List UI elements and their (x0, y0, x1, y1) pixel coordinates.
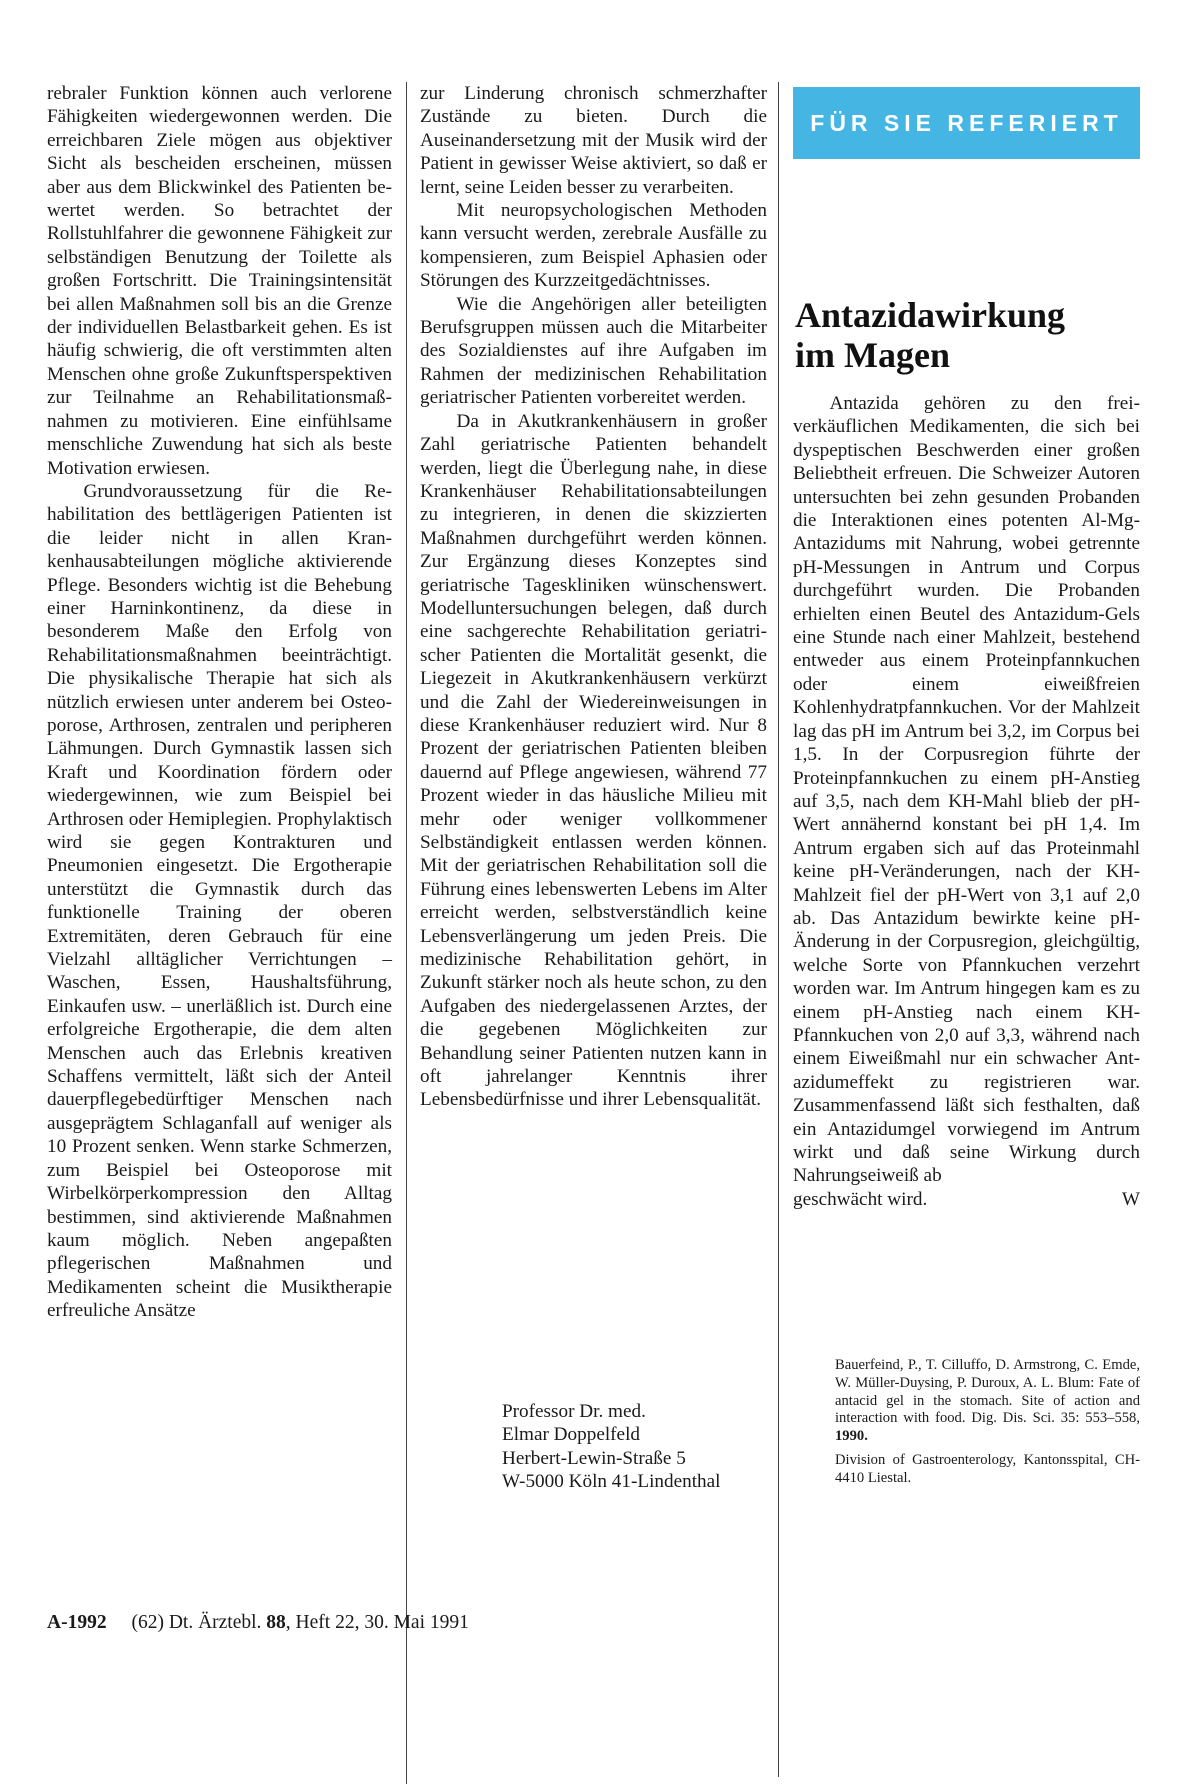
reference-text: Bauerfeind, P., T. Cilluffo, D. Armstrong, C. Emde, W. Müller-Duysing, P. Duroux, A. L. Blum: Fate of antacid gel in the stomach. Site of action and interaction with food. Dig. Dis. Sci. 35: 553–558, (835, 1357, 1140, 1427)
address-line: Elmar Doppelfeld (502, 1424, 640, 1446)
closing-line (793, 1188, 1140, 1211)
paragraph: zur Linderung chronisch schmerzhafter Zustände zu bieten. Durch die Auseinandersetzung mit der Musik wird der Patient in gewisser Weise aktiviert, so daß er lernt, seine Leiden besser zu verarbeiten. (420, 83, 767, 198)
author-address (502, 1400, 720, 1494)
closing-text: geschwächt wird. (793, 1188, 928, 1210)
address-line: Herbert-Lewin-Straße 5 (502, 1447, 686, 1469)
paragraph: Antazida gehören zu den freiverkäuflichen Medikamenten, die sich bei dyspeptischen Beschwerden einer großen Beliebtheit erfreuen. Die Schweizer Autoren untersuchten bei zehn gesunden Probanden die Interaktionen eines potenten Al-Mg-Antazidums mit Nahrung, wobei getrennte pH-Messungen in Antrum und Corpus durchgeführt wurden. Die Probanden erhielten einen Beutel des Antazidum-Gels eine Stunde nach einer Mahlzeit, bestehend entweder aus einem Proteinpfannkuchen oder einem eiweißfreien Kohlenhydratpfannkuchen. Vor der Mahlzeit lag das pH im Antrum bei 3,2, im Corpus bei 1,5. In der Corpusregion führte der Proteinpfannkuchen zu einem pH-Anstieg auf 3,5, nach dem KH-Mahl blieb der pH-Wert annähernd konstant bei pH 1,4. Im Antrum ergaben sich auf das Proteinmahl keine pH-Veränderungen, nach der KH-Mahlzeit fiel der pH-Wert von 3,1 auf 2,0 ab. Das Antazidum bewirkte keine pH-Änderung in der Corpusregion, gleichgültig, welche Sorte von Pfannkuchen verzehrt worden war. Im Antrum hingegen kam es zu einem pH-Anstieg nach einem KH-Pfannkuchen von 2,0 auf 3,3, während nach einem Eiweißmahl nur ein schwacher Antazidumeffekt zu registrieren war. Zusammenfassend läßt sich festhalten, daß ein Antazidumgel vorwiegend im Antrum wirkt und daß seine Wirkung durch Nahrungseiweiß ab (793, 393, 1140, 1187)
literature-reference (835, 1357, 1140, 1446)
volume-number: 88 (266, 1612, 286, 1633)
column-divider-left (406, 82, 407, 1784)
article-headline (795, 295, 1145, 375)
citation-prefix: (62) Dt. Ärztebl. (131, 1612, 262, 1633)
page-number: A-1992 (47, 1612, 107, 1633)
paragraph: Wie die Angehörigen aller beteiligten Berufsgruppen müssen auch die Mitarbeiter des Sozialdienstes auf ihre Aufgaben im Rahmen der medizinischen Rehabilitation geriatrischer Patienten vorbereitet werden. (420, 293, 767, 409)
section-banner (793, 87, 1140, 159)
page-footer (47, 1612, 469, 1634)
paragraph: Da in Akutkrankenhäusern in großer Zahl geriatrische Patienten behandelt werden, liegt die Überlegung nahe, in diese Krankenhäuser Rehabilitationsabteilungen zu integrieren, in denen die skizzierten Maßnahmen durchgeführt werden können. Zur Ergänzung dieses Konzeptes sind geriatrische Tageskliniken wünschenswert. Modelluntersuchungen belegen, daß durch eine sachgerechte Rehabilitation geriatrischer Patienten die Mortalität gesenkt, die Liegezeit in Akutkrankenhäusern verkürzt und die Zahl der Wiedereinweisungen in diese Krankenhäuser reduziert wird. Nur 8 Prozent der geriatrischen Patienten bleiben dauernd auf Pflege angewiesen, während 77 Prozent wieder in das häusliche Milieu mit mehr oder weniger vollkommener Selbständigkeit entlassen werden können. Mit der geriatrischen Rehabilitation soll die Führung eines lebenswerten Lebens im Alter erreicht werden, selbstverständlich keine Lebensverlängerung um jeden Preis. Die medizinische Rehabilitation gehört, in Zukunft stärker noch als heute schon, zu den Aufgaben des niedergelassenen Arztes, der die gegebenen Möglichkeiten zur Behandlung seiner Patienten nutzen kann in oft jahrelanger Kenntnis ihrer Lebensbedürfnisse und ihrer Lebensqualität. (420, 410, 767, 1111)
banner-label: FÜR SIE REFERIERT (810, 109, 1123, 136)
article-column-3 (793, 392, 1140, 1211)
author-affiliation: Division of Gastroenterology, Kantonsspital, CH-4410 Liestal. (835, 1452, 1140, 1486)
paragraph: Grundvoraussetzung für die Rehabilitation des bettlägerigen Patienten ist die leider nicht in allen Krankenhausabteilungen mögliche aktivierende Pflege. Besonders wichtig ist die Behebung einer Harninkontinenz, da diese in besonderem Maße den Erfolg von Rehabilitationsmaßnahmen beeinträchtigt. Die physikalische Therapie hat sich als nützlich erwiesen unter anderem bei Osteoporose, Arthrosen, zentralen und peripheren Lähmungen. Durch Gymnastik lassen sich Kraft und Koordination fördern oder wiedergewinnen, wie zum Beispiel bei Arthrosen oder Hemiplegien. Prophylaktisch wird sie gegen Kontrakturen und Pneumonien eingesetzt. Die Ergotherapie unterstützt die Gymnastik durch das funktionelle Training der oberen Extremitäten, deren Gebrauch für eine Vielzahl alltäglicher Verrichtungen – Waschen, Essen, Haushaltsführung, Einkaufen usw. – unerläßlich ist. Durch eine erfolgreiche Ergotherapie, die dem alten Menschen auch das Erlebnis kreativen Schaffens vermittelt, läßt sich der Anteil dauerpflegebedürftiger Menschen nach ausgeprägtem Schlaganfall auf weniger als 10 Prozent senken. Wenn starke Schmerzen, zum Beispiel bei Osteoporose mit Wirbelkörperkompression den Alltag bestimmen, sind aktivierende Maßnahmen kaum möglich. Neben angepaßten pflegerischen Maßnahmen und Medikamenten scheint die Musiktherapie erfreuliche Ansätze (47, 480, 392, 1322)
address-line: W-5000 Köln 41-Lindenthal (502, 1471, 721, 1493)
paragraph: rebraler Funktion können auch verlorene Fähigkeiten wiedergewonnen werden. Die erreichbaren Ziele mögen aus objektiver Sicht als bescheiden erscheinen, müssen aber aus dem Blickwinkel des Patienten bewertet werden. So betrachtet der Rollstuhlfahrer die gewonnene Fähigkeit zur selbständigen Benutzung der Toilette als großen Fortschritt. Die Trainingsintensität bei allen Maßnahmen soll bis an die Grenze der individuellen Belastbarkeit gehen. Es ist häufig schwierig, die oft verstimmten alten Menschen ohne große Zukunftsperspektiven zur Teilnahme an Rehabilitationsmaßnahmen zu motivieren. Eine einfühlsame menschliche Zuwendung hat sich als beste Motivation erwiesen. (47, 83, 392, 479)
article-column-1 (47, 82, 392, 1323)
headline-line: im Magen (795, 335, 950, 375)
column-divider-right (778, 82, 779, 1777)
headline-line: Antazidawirkung (795, 295, 1066, 335)
author-signature: W (1121, 1188, 1140, 1210)
citation-suffix: , Heft 22, 30. Mai 1991 (285, 1612, 469, 1633)
paragraph: Mit neuropsychologischen Methoden kann versucht werden, zerebrale Ausfälle zu kompensieren, zum Beispiel Aphasien oder Störungen des Kurzzeitgedächtnisses. (420, 200, 767, 292)
address-line: Professor Dr. med. (502, 1401, 646, 1422)
article-column-2 (420, 82, 767, 1112)
reference-year: 1990. (835, 1428, 868, 1445)
